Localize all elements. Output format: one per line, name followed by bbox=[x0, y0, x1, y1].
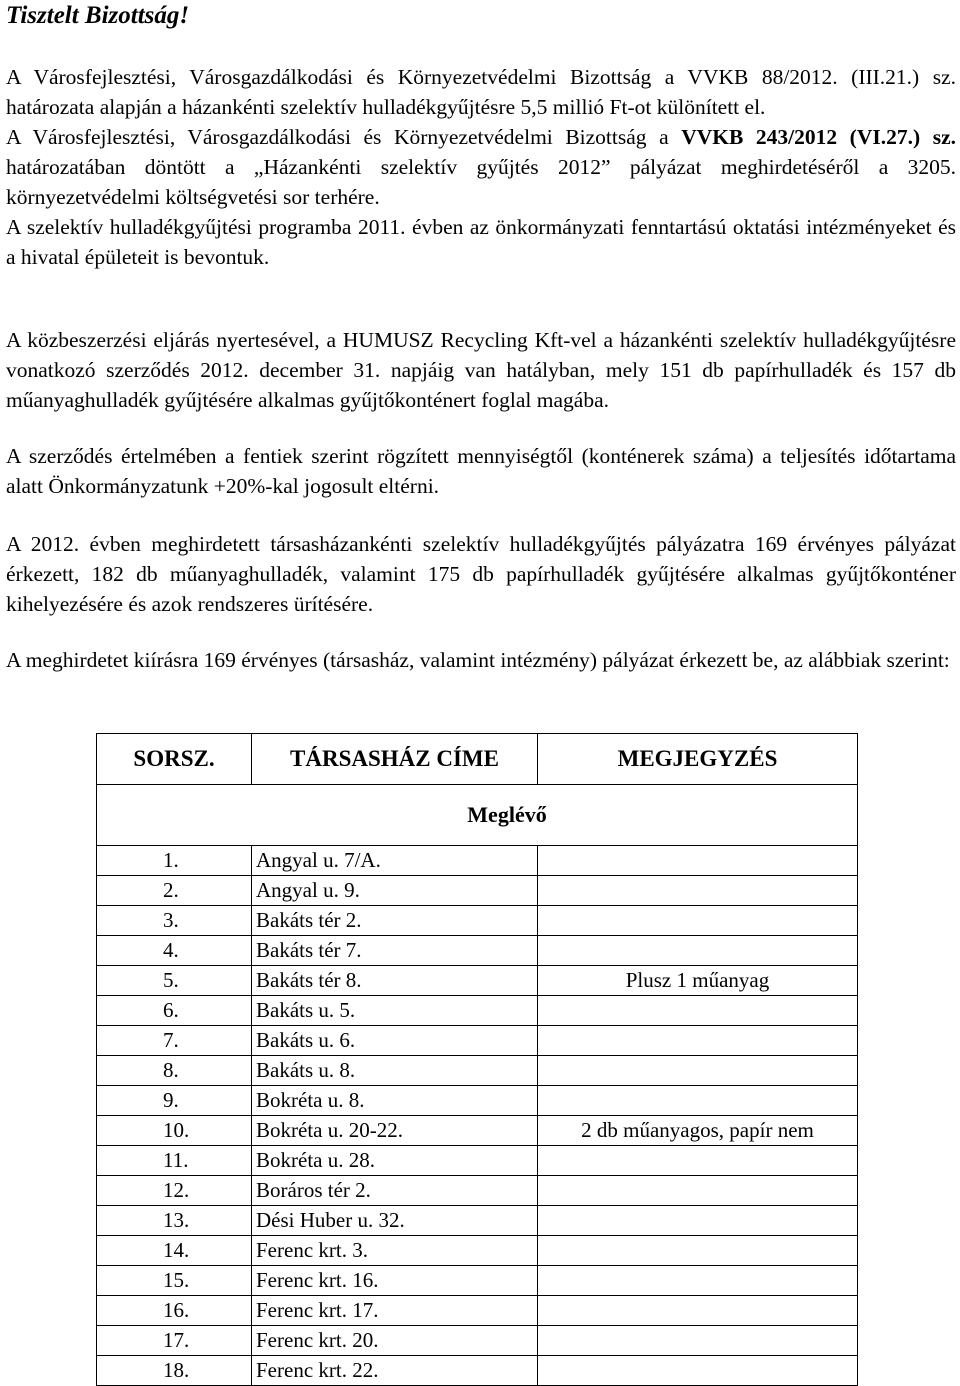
paragraph-1-text-c: A szelektív hulladékgyűjtési programba 2011. évben az önkormányzati fenntartású oktatási intézményeket és a hivatal épületeit is bevontuk. bbox=[6, 215, 956, 269]
table-row bbox=[97, 846, 858, 876]
row-remark bbox=[538, 1056, 858, 1086]
row-address: Bokréta u. 20-22. bbox=[252, 1116, 538, 1146]
row-remark bbox=[538, 1086, 858, 1116]
table-row bbox=[97, 996, 858, 1026]
row-number: 9. bbox=[97, 1086, 252, 1116]
table-row bbox=[97, 1146, 858, 1176]
row-remark bbox=[538, 846, 858, 876]
row-address: Angyal u. 7/A. bbox=[252, 846, 538, 876]
row-address: Ferenc krt. 22. bbox=[252, 1356, 538, 1386]
row-number: 3. bbox=[97, 906, 252, 936]
row-address: Bakáts u. 5. bbox=[252, 996, 538, 1026]
row-number: 1. bbox=[97, 846, 252, 876]
row-address: Bakáts u. 6. bbox=[252, 1026, 538, 1056]
row-remark bbox=[538, 1206, 858, 1236]
row-remark bbox=[538, 1296, 858, 1326]
table-row bbox=[97, 1326, 858, 1356]
row-remark bbox=[538, 1146, 858, 1176]
row-number: 7. bbox=[97, 1026, 252, 1056]
row-number: 18. bbox=[97, 1356, 252, 1386]
row-address: Bokréta u. 8. bbox=[252, 1086, 538, 1116]
row-remark bbox=[538, 1266, 858, 1296]
row-number: 17. bbox=[97, 1326, 252, 1356]
row-number: 13. bbox=[97, 1206, 252, 1236]
row-remark bbox=[538, 1236, 858, 1266]
row-number: 10. bbox=[97, 1116, 252, 1146]
table-row bbox=[97, 1266, 858, 1296]
paragraph-3: A szerződés értelmében a fentiek szerint rögzített mennyiségtől (konténerek száma) a teljesítés időtartama alatt Önkormányzatunk +20%-kal jogosult eltérni. bbox=[6, 444, 956, 498]
row-remark bbox=[538, 876, 858, 906]
row-remark: Plusz 1 műanyag bbox=[538, 966, 858, 996]
section-label: Meglévő bbox=[97, 785, 858, 846]
table-row bbox=[97, 1206, 858, 1236]
row-number: 8. bbox=[97, 1056, 252, 1086]
row-address: Bakáts tér 2. bbox=[252, 906, 538, 936]
row-number: 4. bbox=[97, 936, 252, 966]
row-address: Angyal u. 9. bbox=[252, 876, 538, 906]
header-number: SORSZ. bbox=[97, 734, 252, 785]
table-body bbox=[97, 846, 858, 1386]
row-number: 12. bbox=[97, 1176, 252, 1206]
header-remark: MEGJEGYZÉS bbox=[538, 734, 858, 785]
row-number: 6. bbox=[97, 996, 252, 1026]
row-address: Bakáts u. 8. bbox=[252, 1056, 538, 1086]
paragraph-1-line-1: A Városfejlesztési, Városgazdálkodási és Környezetvédelmi Bizottság a VVKB 88/2012. (III.21.) sz. határozata alapján a házankénti szelektív hulladékgyűjtésre 5,5 millió Ft-ot különített el. bbox=[6, 65, 956, 119]
row-number: 11. bbox=[97, 1146, 252, 1176]
row-number: 2. bbox=[97, 876, 252, 906]
table-row bbox=[97, 1086, 858, 1116]
table-row bbox=[97, 876, 858, 906]
table-row bbox=[97, 1056, 858, 1086]
table-section-row bbox=[97, 785, 858, 846]
header-address: TÁRSASHÁZ CÍME bbox=[252, 734, 538, 785]
row-address: Ferenc krt. 20. bbox=[252, 1326, 538, 1356]
row-remark: 2 db műanyagos, papír nem bbox=[538, 1116, 858, 1146]
row-number: 15. bbox=[97, 1266, 252, 1296]
paragraph-1 bbox=[6, 62, 956, 272]
table-row bbox=[97, 966, 858, 996]
row-address: Bokréta u. 28. bbox=[252, 1146, 538, 1176]
greeting-heading: Tisztelt Bizottság! bbox=[6, 2, 190, 29]
row-address: Ferenc krt. 16. bbox=[252, 1266, 538, 1296]
table-header-row bbox=[97, 734, 858, 785]
row-remark bbox=[538, 1326, 858, 1356]
table-row bbox=[97, 1116, 858, 1146]
paragraph-4: A 2012. évben meghirdetett társasházankénti szelektív hulladékgyűjtés pályázatra 169 érvényes pályázat érkezett, 182 db műanyaghulladék, valamint 175 db papírhulladék gyűjtésére alkalmas gyűjtőkonténer kihelyezésére és azok rendszeres ürítésére. bbox=[6, 532, 956, 616]
row-address: Dési Huber u. 32. bbox=[252, 1206, 538, 1236]
table-row bbox=[97, 936, 858, 966]
paragraph-2: A közbeszerzési eljárás nyertesével, a HUMUSZ Recycling Kft-vel a házankénti szelektív hulladékgyűjtésre vonatkozó szerződés 2012. december 31. napjáig van hatályban, mely 151 db papírhulladék és 157 db műanyaghulladék gyűjtésére alkalmas gyűjtőkonténert foglal magába. bbox=[6, 328, 956, 412]
row-address: Bakáts tér 8. bbox=[252, 966, 538, 996]
paragraph-5: A meghirdetet kiírásra 169 érvényes (társasház, valamint intézmény) pályázat érkezett be, az alábbiak szerint: bbox=[6, 648, 950, 672]
table-row bbox=[97, 1176, 858, 1206]
row-address: Boráros tér 2. bbox=[252, 1176, 538, 1206]
row-number: 14. bbox=[97, 1236, 252, 1266]
row-remark bbox=[538, 1356, 858, 1386]
paragraph-1-text-b: határozatában döntött a „Házankénti szelektív gyűjtés 2012” pályázat meghirdetéséről a 3205. környezetvédelmi költségvetési sor terhére. bbox=[6, 155, 956, 209]
row-remark bbox=[538, 936, 858, 966]
row-address: Bakáts tér 7. bbox=[252, 936, 538, 966]
table-row bbox=[97, 1026, 858, 1056]
applications-table bbox=[96, 733, 858, 1386]
table-row bbox=[97, 1356, 858, 1386]
row-address: Ferenc krt. 3. bbox=[252, 1236, 538, 1266]
table-row bbox=[97, 1236, 858, 1266]
paragraph-1-bold: VVKB 243/2012 (VI.27.) sz. bbox=[681, 125, 956, 149]
table-row bbox=[97, 906, 858, 936]
row-number: 16. bbox=[97, 1296, 252, 1326]
row-remark bbox=[538, 1176, 858, 1206]
table-row bbox=[97, 1296, 858, 1326]
row-remark bbox=[538, 1026, 858, 1056]
paragraph-1-text-a: A Városfejlesztési, Városgazdálkodási és Környezetvédelmi Bizottság a bbox=[6, 125, 682, 149]
row-address: Ferenc krt. 17. bbox=[252, 1296, 538, 1326]
row-number: 5. bbox=[97, 966, 252, 996]
row-remark bbox=[538, 996, 858, 1026]
row-remark bbox=[538, 906, 858, 936]
